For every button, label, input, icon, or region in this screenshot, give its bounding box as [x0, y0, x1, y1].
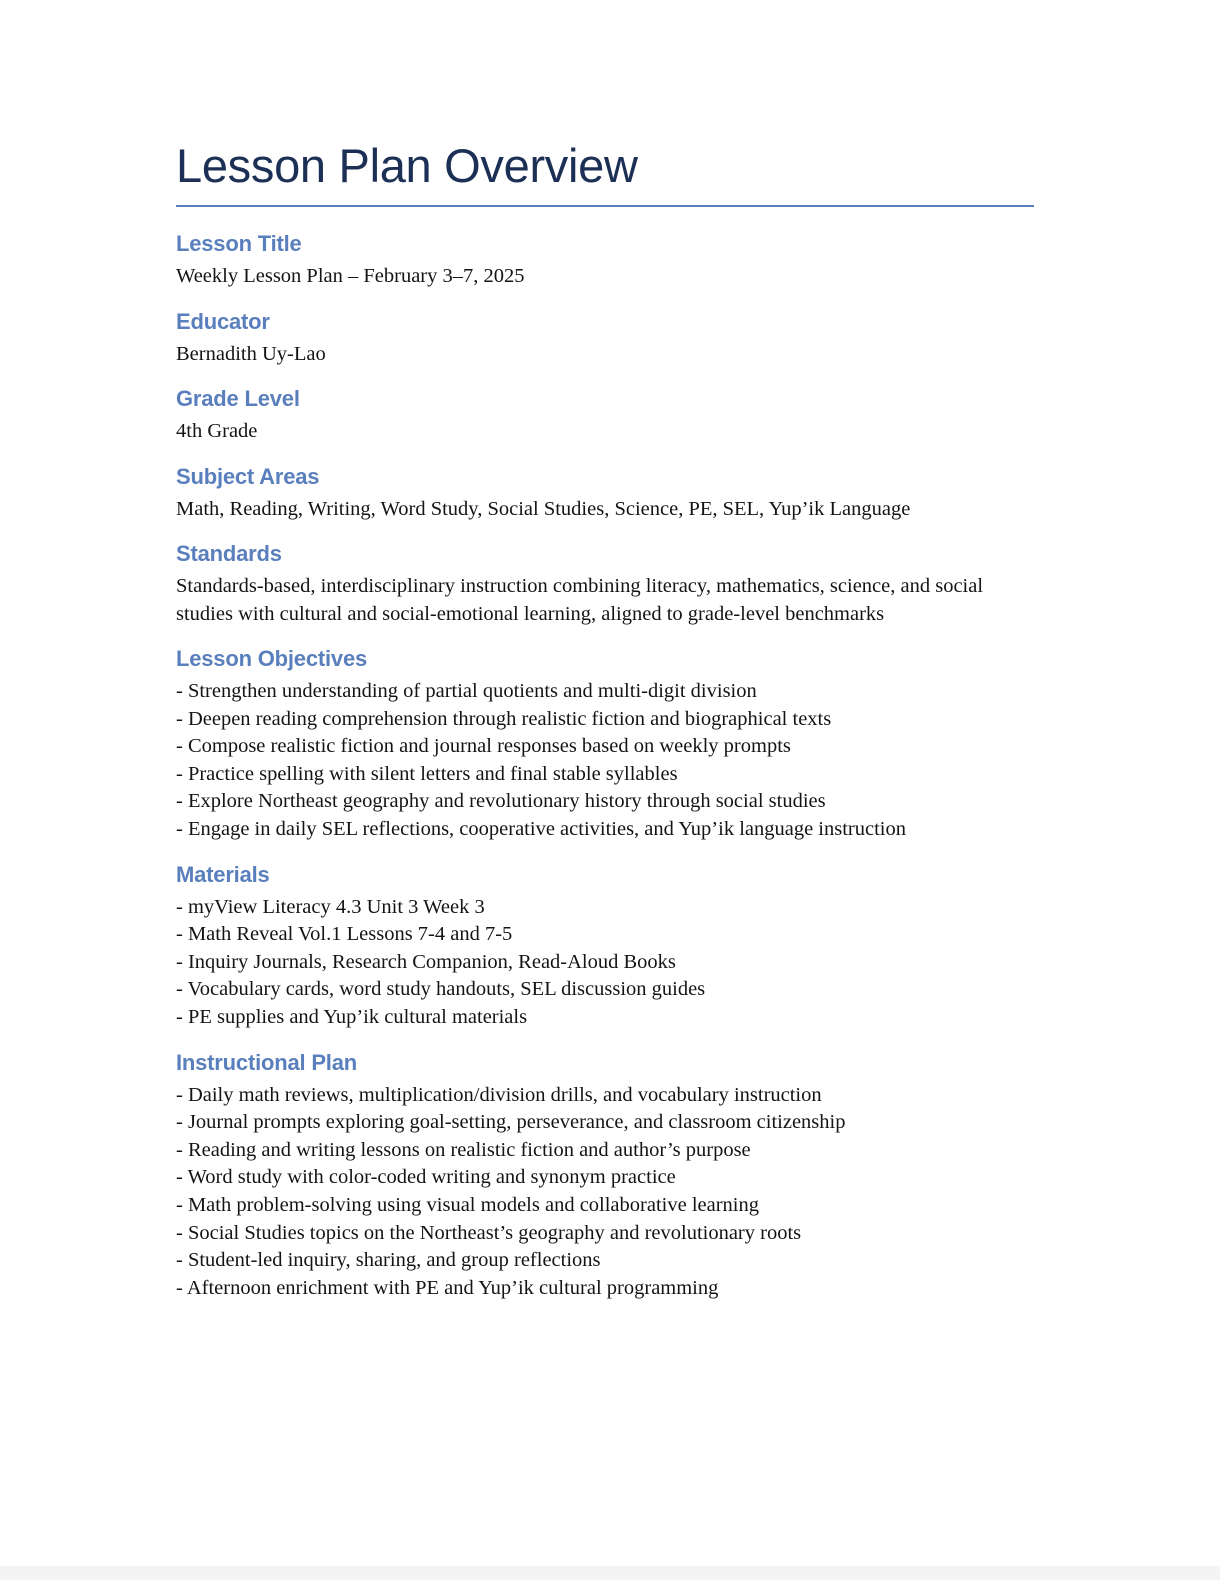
list-item: - Deepen reading comprehension through realistic fiction and biographical texts [176, 706, 1034, 734]
list-item: - Afternoon enrichment with PE and Yup’ik cultural programming [176, 1275, 1034, 1303]
list-item: - Math problem-solving using visual models and collaborative learning [176, 1192, 1034, 1220]
section-standards [176, 539, 1034, 628]
list-item: - Student-led inquiry, sharing, and group reflections [176, 1247, 1034, 1275]
educator-heading: Educator [176, 308, 270, 334]
list-item: - Math Reveal Vol.1 Lessons 7-4 and 7-5 [176, 921, 1034, 949]
educator-text: Bernadith Uy-Lao [176, 342, 326, 365]
grade-level-heading: Grade Level [176, 386, 300, 411]
list-item: - PE supplies and Yup’ik cultural materials [176, 1004, 1034, 1032]
page-title: Lesson Plan Overview [176, 139, 638, 192]
list-item: - Strengthen understanding of partial quotients and multi-digit division [176, 678, 1034, 706]
materials-list [176, 894, 1034, 1032]
materials-heading: Materials [176, 861, 270, 887]
section-educator [176, 307, 1034, 369]
list-item: - Social Studies topics on the Northeast’s geography and revolutionary roots [176, 1220, 1034, 1248]
list-item: - Word study with color-coded writing and synonym practice [176, 1164, 1034, 1192]
standards-heading: Standards [176, 541, 282, 566]
page-bottom-edge [0, 1566, 1220, 1580]
standards-text: Standards-based, interdisciplinary instruction combining literacy, mathematics, science, and social studies with cultural and social-emotional learning, aligned to grade-level benchmarks [176, 575, 984, 625]
lesson-title-heading: Lesson Title [176, 231, 302, 256]
section-grade-level [176, 384, 1034, 446]
list-item: - Reading and writing lessons on realistic fiction and author’s purpose [176, 1137, 1034, 1165]
section-instructional-plan [176, 1048, 1034, 1303]
list-item: - Daily math reviews, multiplication/division drills, and vocabulary instruction [176, 1082, 1034, 1110]
subject-areas-heading: Subject Areas [176, 463, 320, 489]
list-item: - Journal prompts exploring goal-setting, perseverance, and classroom citizenship [176, 1109, 1034, 1137]
instructional-plan-heading: Instructional Plan [176, 1049, 357, 1075]
lesson-objectives-heading: Lesson Objectives [176, 646, 368, 671]
list-item: - Compose realistic fiction and journal responses based on weekly prompts [176, 733, 1034, 761]
subject-areas-text: Math, Reading, Writing, Word Study, Social Studies, Science, PE, SEL, Yup’ik Language [176, 497, 911, 520]
lesson-objectives-list [176, 678, 1034, 844]
instructional-plan-list [176, 1082, 1034, 1303]
section-lesson-objectives [176, 644, 1034, 844]
section-materials [176, 860, 1034, 1032]
list-item: - Explore Northeast geography and revolutionary history through social studies [176, 788, 1034, 816]
list-item: - Practice spelling with silent letters and final stable syllables [176, 761, 1034, 789]
list-item: - Vocabulary cards, word study handouts, SEL discussion guides [176, 976, 1034, 1004]
lesson-title-text: Weekly Lesson Plan – February 3–7, 2025 [176, 265, 525, 287]
title-divider [176, 205, 1034, 207]
list-item: - Inquiry Journals, Research Companion, Read-Aloud Books [176, 949, 1034, 977]
grade-level-text: 4th Grade [176, 420, 258, 442]
section-lesson-title [176, 229, 1034, 291]
document-page [176, 136, 1034, 1318]
section-subject-areas [176, 462, 1034, 524]
list-item: - Engage in daily SEL reflections, cooperative activities, and Yup’ik language instruction [176, 816, 1034, 844]
list-item: - myView Literacy 4.3 Unit 3 Week 3 [176, 894, 1034, 922]
